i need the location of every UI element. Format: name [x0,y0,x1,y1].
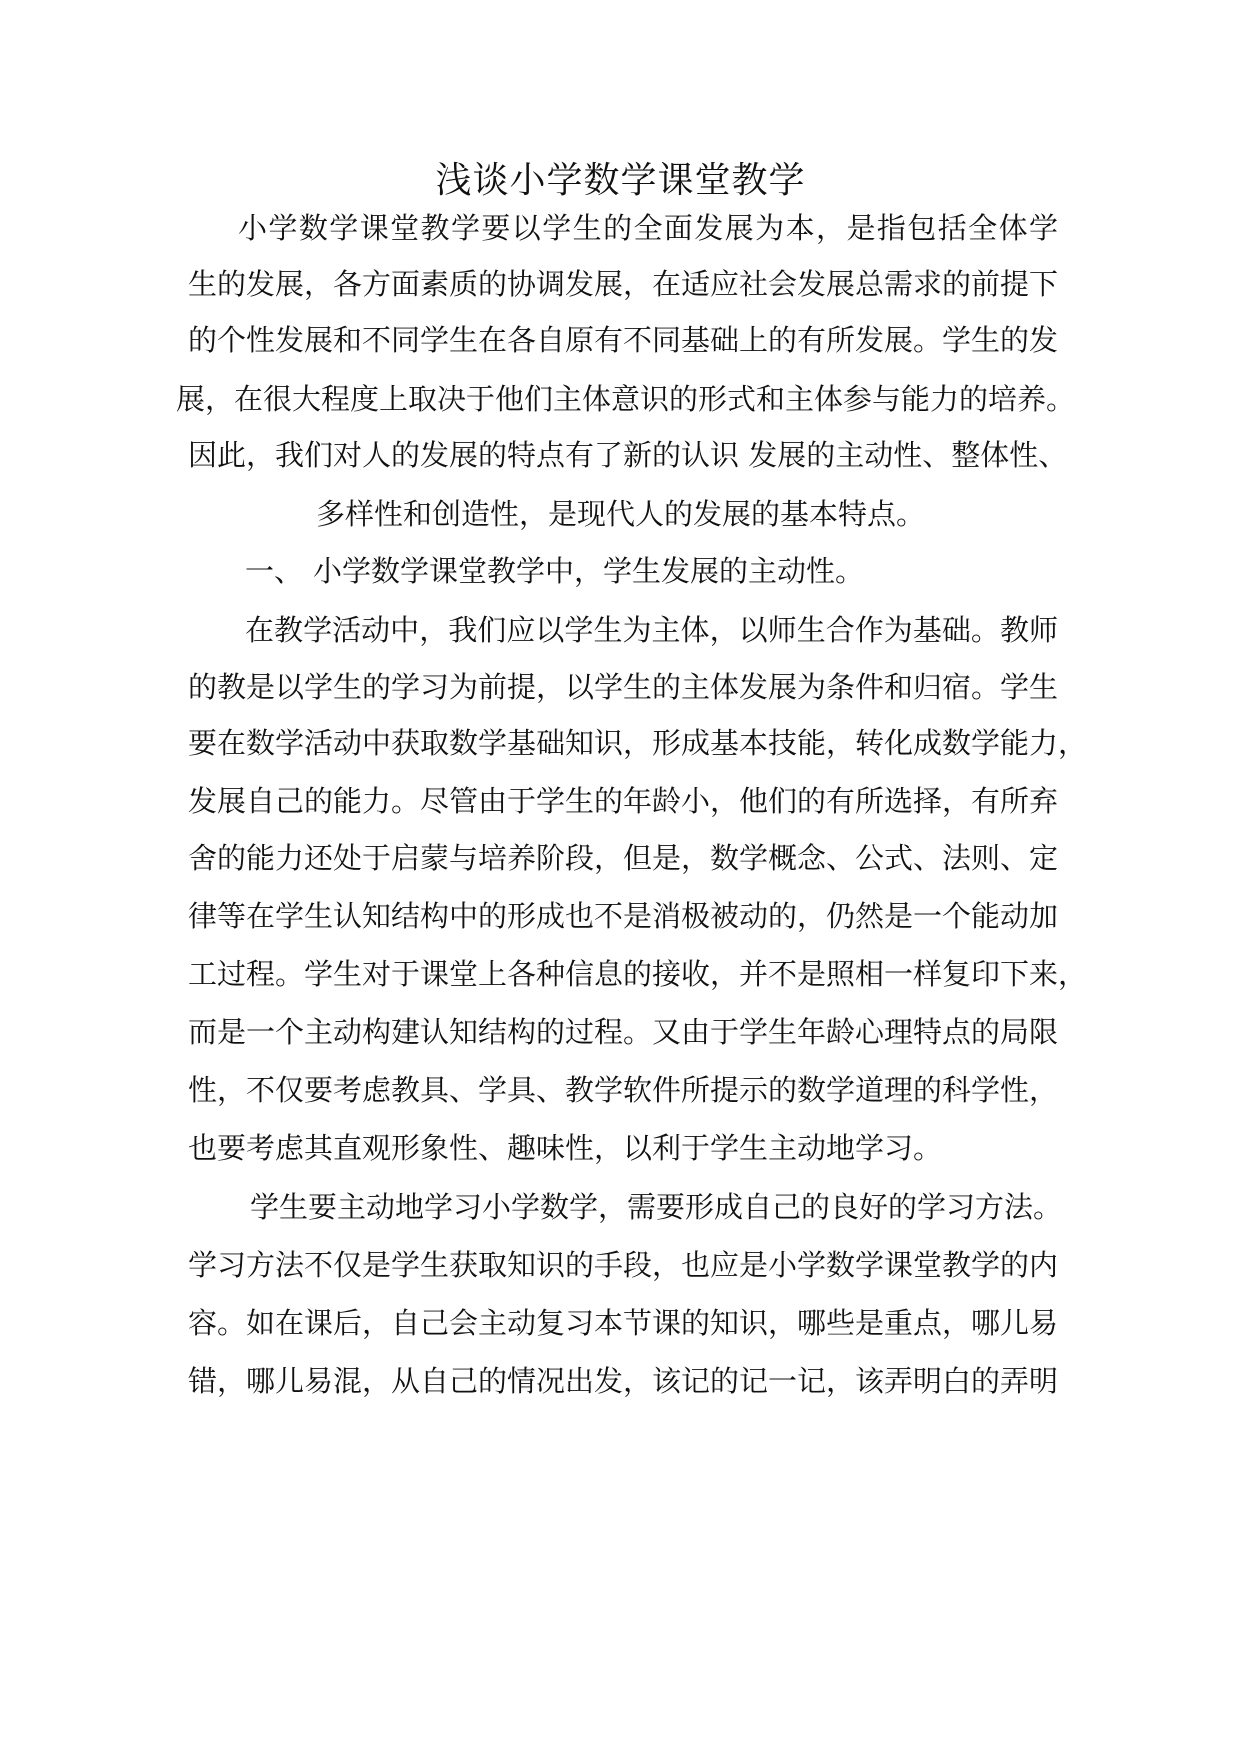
paragraph-1-line-2: 生的发展，各方面素质的协调发展，在适应社会发展总需求的前提下 [188,267,1059,301]
paragraph-1-line-6: 多样性和创造性，是现代人的发展的基本特点。 [315,497,925,531]
paragraph-3-line-2: 学习方法不仅是学生获取知识的手段，也应是小学数学课堂教学的内 [188,1248,1059,1282]
section-number: 一、 [245,554,304,588]
paragraph-3-line-3: 容。如在课后，自己会主动复习本节课的知识，哪些是重点，哪儿易 [188,1306,1059,1340]
paragraph-2-line-8: 而是一个主动构建认知结构的过程。又由于学生年龄心理特点的局限 [188,1015,1059,1049]
paragraph-3-line-1: 学生要主动地学习小学数学，需要形成自己的良好的学习方法。 [250,1190,1063,1224]
document-title: 浅谈小学数学课堂教学 [435,160,806,201]
paragraph-2-line-1: 在教学活动中，我们应以学生为主体，以师生合作为基础。教师 [245,613,1058,647]
paragraph-2-line-3: 要在数学活动中获取数学基础知识，形成基本技能，转化成数学能力， [188,726,1088,760]
paragraph-1-line-3: 的个性发展和不同学生在各自原有不同基础上的有所发展。学生的发 [188,323,1059,357]
section-heading-1 [245,551,965,591]
paragraph-3-line-4: 错，哪儿易混，从自己的情况出发，该记的记一记，该弄明白的弄明 [188,1364,1059,1398]
paragraph-1-line-5: 因此，我们对人的发展的特点有了新的认识 发展的主动性、整体性、 [188,438,1068,472]
paragraph-2-line-2: 的教是以学生的学习为前提，以学生的主体发展为条件和归宿。学生 [188,670,1059,704]
paragraph-1-line-4: 展，在很大程度上取决于他们主体意识的形式和主体参与能力的培养。 [176,382,1076,416]
paragraph-2-line-10: 也要考虑其直观形象性、趣味性，以利于学生主动地学习。 [188,1131,943,1165]
paragraph-2-line-4: 发展自己的能力。尽管由于学生的年龄小，他们的有所选择，有所弃 [188,784,1059,818]
paragraph-2-line-5: 舍的能力还处于启蒙与培养阶段，但是，数学概念、公式、法则、定 [188,841,1059,875]
paragraph-2-line-6: 律等在学生认知结构中的形成也不是消极被动的，仍然是一个能动加 [188,899,1059,933]
paragraph-2-line-9: 性，不仅要考虑教具、学具、教学软件所提示的数学道理的科学性， [188,1073,1059,1107]
paragraph-2-line-7: 工过程。学生对于课堂上各种信息的接收，并不是照相一样复印下来， [188,957,1088,991]
section-heading-text: 小学数学课堂教学中，学生发展的主动性。 [313,554,865,588]
paragraph-1-line-1: 小学数学课堂教学要以学生的全面发展为本，是指包括全体学 [238,211,1058,245]
